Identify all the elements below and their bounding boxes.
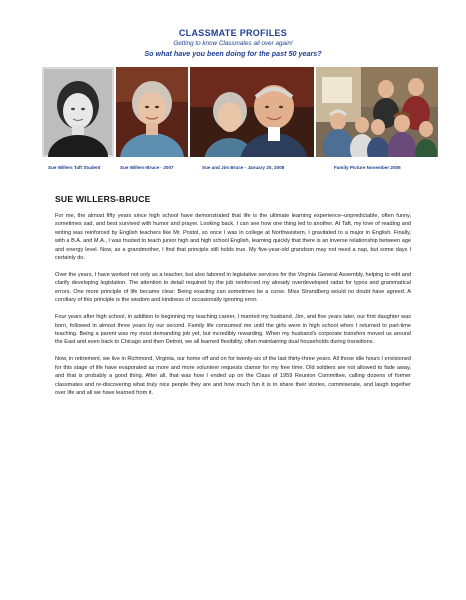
caption-couple: Sue and Jim Bruce - January 20, 2008 bbox=[202, 165, 285, 170]
caption-2007-portrait: Sue Willers-Bruce - 2007 bbox=[120, 165, 174, 170]
profile-name: SUE WILLERS-BRUCE bbox=[55, 194, 151, 204]
page-question: So what have you been doing for the past 50 years? bbox=[144, 49, 322, 58]
photo-couple bbox=[190, 67, 314, 157]
paragraph: Now, in retirement, we live in Richmond, Virginia, our home off and on for twenty-six of the last thirty-three years. All those idle hours I envisioned for this stage of life have evaporated as more and more volunteer requests clamor for my free time. Old soldiers are not allowed to fade away, and that is probably a good thing. After all, that was how I ended up on the Class of 1959 Reunion Committee, calling dozens of former classmates and re-discovering what truly nice people they are and how much fun it is to share their stories, commiserate, and laugh together over life and all we have learned from it. bbox=[55, 356, 411, 397]
paragraph: Over the years, I have worked not only as a teacher, but also labored in legislative services for the Virginia General Assembly, helping to edit and clarify developing legislation. The attention to detail required by the job reinforced my already overdeveloped radar for typos and grammatical errors. One more principle of life became clear: Being exacting can sometimes be a curse. Miss Strandberg would no doubt have agreed. A corollary of this principle is the wisdom and kindness of occasionally ignoring error. bbox=[55, 272, 411, 304]
page-subtitle: Getting to know Classmates all over again! bbox=[173, 40, 293, 47]
photo-captions bbox=[0, 165, 466, 175]
page-title: CLASSMATE PROFILES bbox=[178, 28, 288, 38]
page-header bbox=[0, 28, 466, 58]
paragraph: For me, the almost fifty years since high school have demonstrated that life is the ultimate learning experience–unpredictable, often funny, sometimes sad, and best survived with humor and prayer. Looking back, I can see how one thing led to another. At Taft, my love of reading and writing was reinforced by English teachers like Mr. Postol, so once I was in college at Northwestern, I gravitated to a major in English. Finally, with a B.A. and M.A., I was trusted to teach junior high and high school English, learning quickly that there is an inverse relationship between age and energy level. Now, as a grandmother, I find that principle still holds true. My five-year-old grandson may not need a nap, but some days I certainly do. bbox=[55, 213, 411, 262]
profile-body bbox=[55, 212, 411, 406]
photo-2007-portrait bbox=[116, 67, 188, 157]
caption-student-portrait: Sue Willers Taft Student bbox=[48, 165, 101, 170]
paragraph: Four years after high school, in addition to beginning my teaching career, I married my husband, Jim, and five years later, our first daughter was born, followed in almost three years by our second. Family life consumed me until the girls were in high school when I returned to part-time teaching. Being a parent was my most demanding job yet, but incredibly rewarding. When my husband's corporate transfers moved us around the East and even back to Chicago and then Detroit, we all learned flexibility, often maintaining dual households during transitions. bbox=[55, 314, 411, 346]
photo-student-portrait bbox=[42, 67, 114, 157]
photo-strip bbox=[42, 67, 438, 157]
photo-family bbox=[316, 67, 438, 157]
caption-family: Family Picture November 2006 bbox=[334, 165, 401, 170]
